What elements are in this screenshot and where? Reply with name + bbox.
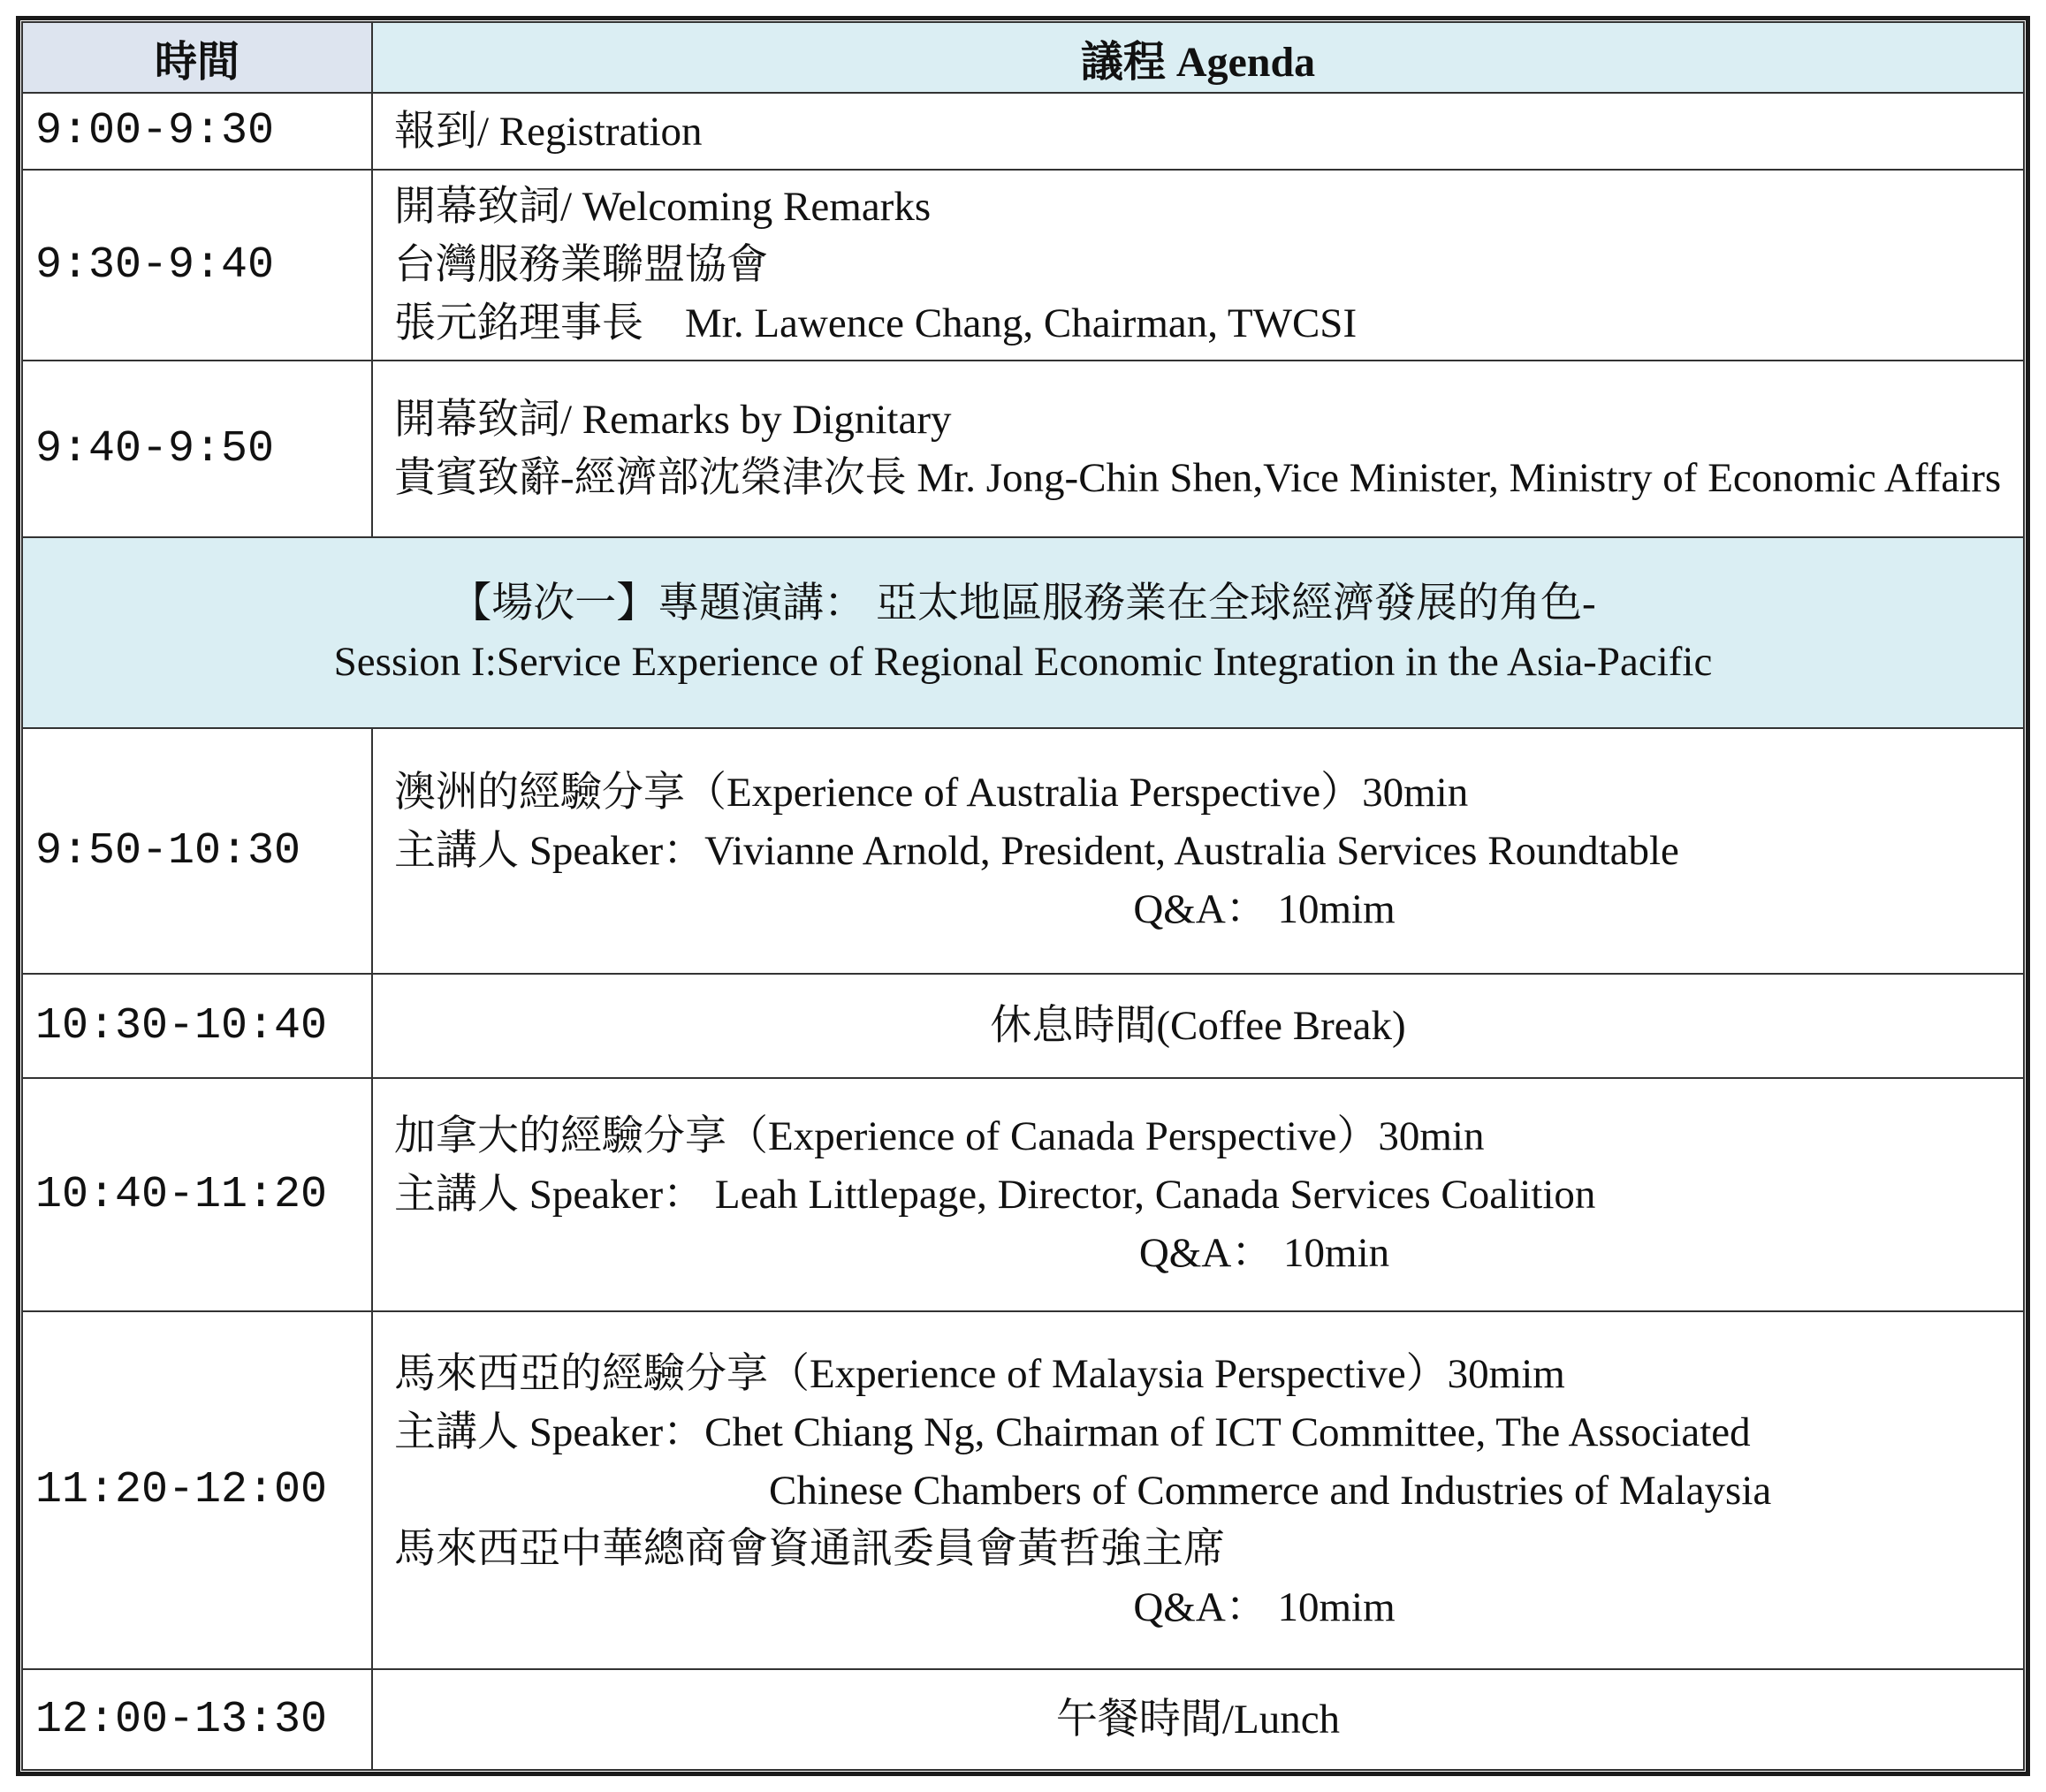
agenda-line: 張元銘理事長 Mr. Lawence Chang, Chairman, TWCSI	[394, 300, 1358, 346]
table-row	[22, 974, 2024, 1078]
agenda-cell	[372, 93, 2024, 170]
agenda-line: 主講人 Speaker：Chet Chiang Ng, Chairman of ICT Committee, The Associated	[394, 1409, 1751, 1455]
time-cell: 10:30-10:40	[22, 974, 372, 1078]
table-row	[22, 1078, 2024, 1311]
time-column-header: 時間	[22, 22, 372, 93]
agenda-line: 午餐時間/Lunch	[1055, 1697, 1341, 1743]
agenda-table	[21, 21, 2025, 1771]
time-cell: 9:30-9:40	[22, 170, 372, 361]
agenda-line: 開幕致詞/ Remarks by Dignitary	[394, 397, 952, 443]
agenda-line: 貴賓致辭-經濟部沈榮津次長 Mr. Jong-Chin Shen,Vice Minister, Ministry of Economic Affairs	[394, 455, 2002, 501]
qa-line: Q&A： 10min	[1138, 1230, 1390, 1276]
qa-line: Q&A： 10mim	[1133, 886, 1396, 932]
agenda-cell	[372, 1311, 2024, 1669]
agenda-line: Chinese Chambers of Commerce and Industries of Malaysia	[769, 1467, 1772, 1514]
table-row	[22, 1669, 2024, 1770]
time-cell: 10:40-11:20	[22, 1078, 372, 1311]
agenda-cell	[372, 974, 2024, 1078]
agenda-column-header: 議程 Agenda	[372, 22, 2024, 93]
agenda-line: 馬來西亞的經驗分享（Experience of Malaysia Perspective）30mim	[394, 1350, 1565, 1397]
session-row	[22, 537, 2024, 728]
agenda-line: 主講人 Speaker：Vivianne Arnold, President, Australia Services Roundtable	[394, 828, 1679, 874]
time-cell: 9:00-9:30	[22, 93, 372, 170]
table-row	[22, 93, 2024, 170]
agenda-line: 報到/ Registration	[394, 108, 703, 155]
agenda-cell	[372, 1669, 2024, 1770]
time-cell: 9:50-10:30	[22, 728, 372, 974]
time-cell: 12:00-13:30	[22, 1669, 372, 1770]
table-row	[22, 728, 2024, 974]
agenda-cell	[372, 170, 2024, 361]
agenda-line: 休息時間(Coffee Break)	[990, 1003, 1406, 1049]
table-row	[22, 170, 2024, 361]
agenda-cell	[372, 1078, 2024, 1311]
agenda-line: 馬來西亞中華總商會資通訊委員會黃哲強主席	[394, 1525, 1225, 1572]
session-title-zh: 【場次一】專題演講： 亞太地區服務業在全球經濟發展的角色-	[450, 581, 1596, 626]
agenda-cell	[372, 361, 2024, 537]
agenda-line: 主講人 Speaker： Leah Littlepage, Director, Canada Services Coalition	[394, 1172, 1596, 1218]
agenda-line: 開幕致詞/ Welcoming Remarks	[394, 184, 932, 230]
qa-line: Q&A： 10mim	[1133, 1583, 1396, 1630]
session-cell	[22, 537, 2024, 728]
header-row	[22, 22, 2024, 93]
agenda-line: 澳洲的經驗分享（Experience of Australia Perspective）30min	[394, 770, 1469, 816]
table-row	[22, 361, 2024, 537]
session-title-en: Session I:Service Experience of Regional Economic Integration in the Asia-Pacific	[333, 639, 1713, 685]
time-cell: 11:20-12:00	[22, 1311, 372, 1669]
agenda-cell	[372, 728, 2024, 974]
time-cell: 9:40-9:50	[22, 361, 372, 537]
table-row	[22, 1311, 2024, 1669]
agenda-line: 台灣服務業聯盟協會	[394, 242, 768, 288]
agenda-line: 加拿大的經驗分享（Experience of Canada Perspective）30min	[394, 1113, 1485, 1159]
